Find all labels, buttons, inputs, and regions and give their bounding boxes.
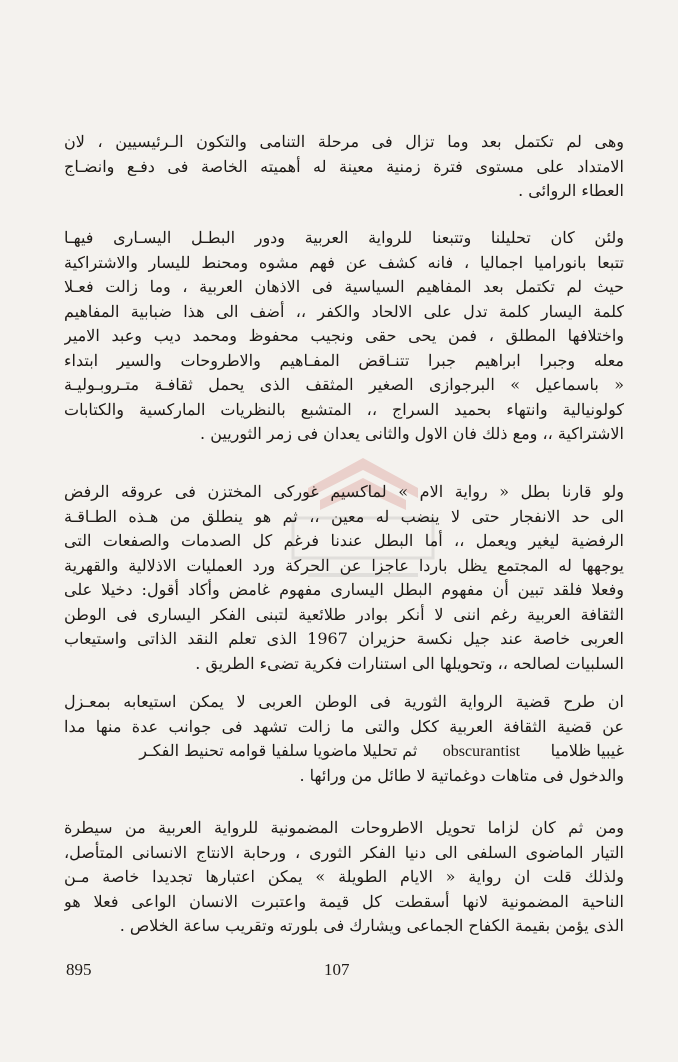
text-line: كلمة اليسار كلمة تدل على الالحاد والكفر ،، أضف الى هذا ضبابية المفاهيم — [64, 301, 624, 321]
text-line: الثقافة العربية رغم اننى لا أنكر بوادر طلائعية لتبنى الفكر اليسارى فى الوطن — [64, 604, 624, 624]
text-line: الرفضية ليغير ويعمل ،، أما البطل عندنا فرغم كل الصدمات والصفعات التى — [64, 531, 624, 550]
paragraph-3 — [64, 480, 624, 676]
text-line: والدخول فى متاهات دوغماتية لا طائل من ورائها . — [299, 765, 624, 785]
text-line: « باسماعيل » البرجوازى الصغير المثقف الذى يحمل ثقافـة متـروبـوليـة — [64, 375, 624, 394]
text-line-mixed — [64, 739, 624, 764]
line-end-text: ثم تحليلا ماضويا سلفيا قوامه تحنيط الفكـر — [139, 741, 418, 760]
paragraph-4 — [64, 690, 624, 788]
latin-term: obscurantist — [442, 743, 521, 760]
text-line: ان طرح قضية الرواية الثورية فى الوطن العربى لا يمكن استيعابه بمعـزل — [64, 692, 624, 711]
text-line: يوجهها له المجتمع يظل باردا عاجزا عن الحركة ورد العمليات الاذلالية والقهرية — [64, 555, 624, 575]
text-line: السلبيات لصالحه ،، وتحويلها الى استنارات فكرية تضىء الطريق . — [195, 653, 624, 673]
line-start-text: غيبيا ظلاميا — [550, 741, 624, 760]
text-line: كولونيالية وانتهاء بحميد السراج ،، المتشبع بالنظريات الماركسية والكتابات — [64, 399, 624, 419]
text-line: عن قضية الثقافة العربية ككل والتى ما زالت تشهد فى جوانب عدة منها مدا — [64, 716, 624, 736]
text-line: الذى يؤمن بقيمة الكفاح الجماعى ويشارك فى بلورته وتقريب ساعة الخلاص . — [119, 916, 624, 935]
text-line: واختلافها المطلق ، فمن يحى حقى ونجيب محفوظ ومحمد ديب وعبد الامير — [64, 326, 624, 345]
text-line: العطاء الروائى . — [518, 181, 624, 200]
text-line: الاشتراكية ،، ومع ذلك فان الاول والثانى يعدان فى زمر الثوريين . — [200, 424, 624, 443]
page-number: 107 — [324, 960, 350, 979]
text-line: ومن ثم كان لزاما تحويل الاطروحات المضمونية للرواية العربية من سيطرة — [64, 818, 624, 837]
paragraph-5 — [64, 816, 624, 939]
text-line: ولو قارنا بطل « رواية الام » لماكسيم غوركى المختزن فى عروقه الرفض — [64, 482, 624, 501]
text-line: وهى لم تكتمل بعد وما تزال فى مرحلة التنامى والتكون الـرئيسيين ، لان — [64, 132, 624, 151]
text-line: معله وجبرا ابراهيم جبرا تتنـاقض المفـاهيم والاطروحات والسير ابتداء — [64, 350, 624, 370]
text-line: ولئن كان تحليلنا وتتبعنا للرواية العربية ودور البطـل اليسـارى فيهـا — [64, 228, 624, 247]
text-line: الى حد الانفجار حتى لا ينضب له معين ،، ثم هو ينطلق من هـذه الطـاقـة — [64, 506, 624, 526]
text-line: التيار الماضوى السلفى الى دنيا الفكر الثورى ، ورحابة الانتاج الانسانى المتأصل، — [64, 842, 624, 862]
text-line: حيث لم تكتمل بعد المفاهيم السياسية فى الاذهان العربية ، وما زالت فعـلا — [64, 277, 624, 296]
text-line: وفعلا فلقد تبين أن مفهوم البطل اليسارى مفهوم غامض وأكاد أقول: دخيلا على — [64, 580, 624, 599]
paragraph-2 — [64, 226, 624, 447]
text-line: الناحية المضمونية لانها أسقطت كل قيمة واعتبرت الانسان الواعى فعلا هو — [64, 891, 624, 911]
text-line: ولذلك قلت ان رواية « الايام الطويلة » يمكن اعتبارها تجديدا خاصة مـن — [64, 867, 624, 886]
text-line: الامتداد على مستوى فترة زمنية معينة له أهميته الخاصة فى دفـع وانضـاج — [64, 156, 624, 176]
paragraph-1 — [64, 130, 624, 204]
text-line: العربى خاصة عند جيل نكسة حزيران 1967 الذى تعلم النقد الذاتى واستيعاب — [64, 629, 624, 648]
text-line: تتبعا بانوراميا اجماليا ، فانه كشف عن فهم مشوه ومحنط لليسار والاشتراكية — [64, 252, 624, 272]
archive-page-number: 895 — [66, 960, 92, 979]
